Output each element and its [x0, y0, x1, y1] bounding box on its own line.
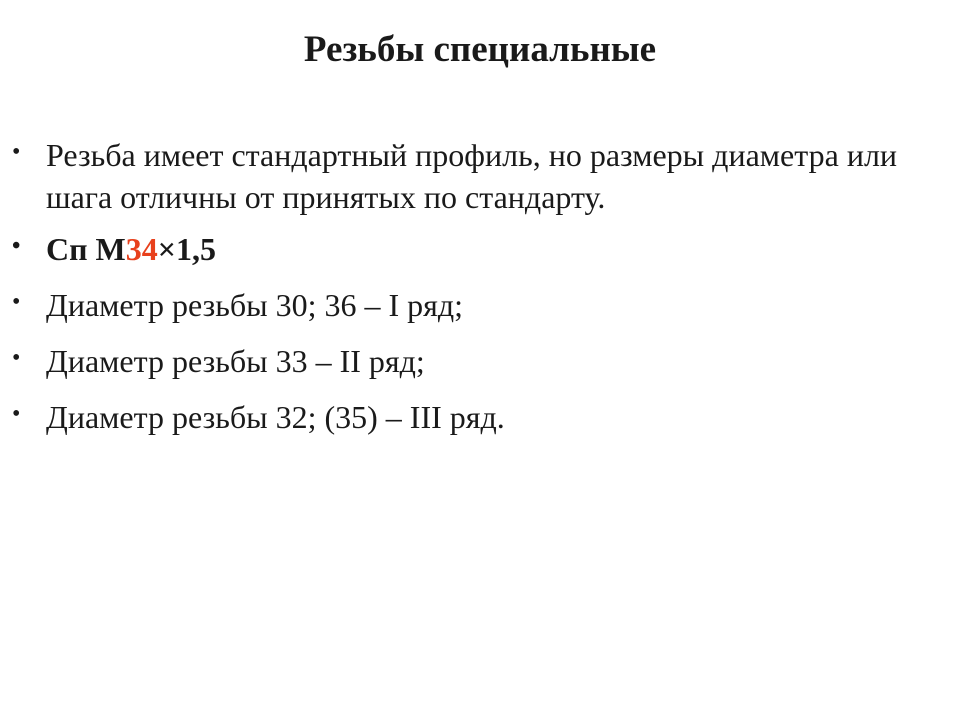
bullet-text: Резьба имеет стандартный профиль, но размеры диаметра или шага отличны от принятых по стандарту. [46, 137, 898, 215]
bullet-item-definition [0, 134, 960, 218]
designation-suffix: ×1,5 [157, 231, 216, 267]
bullet-item-row-1 [0, 284, 960, 326]
bullet-text: Диаметр резьбы 30; 36 – I ряд; [46, 287, 464, 323]
designation-highlight: 34 [125, 231, 158, 267]
bullet-icon: • [12, 289, 21, 315]
bullet-item-row-3 [0, 396, 960, 438]
bullet-text: Диаметр резьбы 33 – II ряд; [46, 343, 425, 379]
bullet-icon: • [12, 139, 21, 165]
bullet-icon: • [12, 401, 21, 427]
designation-prefix: Сп М [46, 231, 126, 267]
bullet-icon: • [12, 233, 21, 259]
bullet-icon: • [12, 345, 21, 371]
slide-title: Резьбы специальные [303, 29, 657, 70]
bullet-item-designation [0, 228, 960, 270]
bullet-list [0, 134, 960, 448]
bullet-text: Диаметр резьбы 32; (35) – III ряд. [46, 399, 505, 435]
bullet-item-row-2 [0, 340, 960, 382]
